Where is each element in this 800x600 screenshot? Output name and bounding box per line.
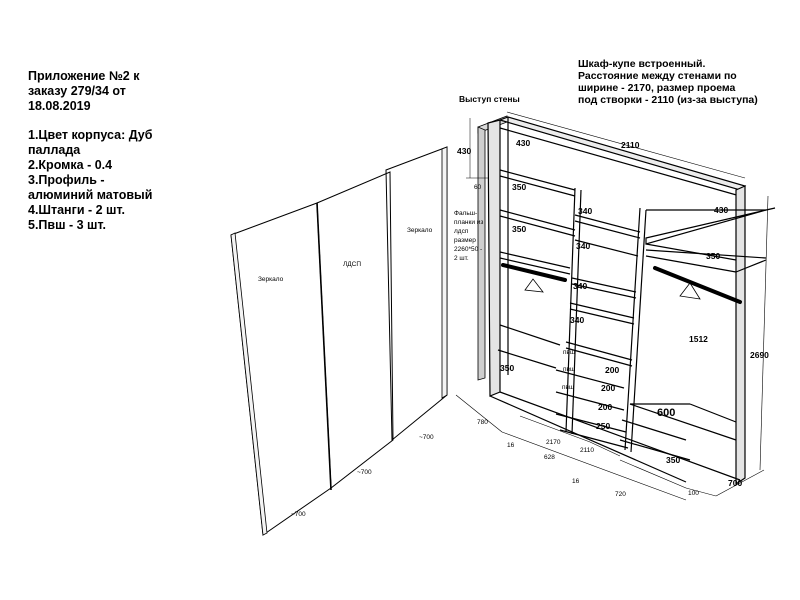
door-middle-seam — [317, 203, 331, 490]
note-title-line-1: Приложение №2 к — [28, 69, 140, 83]
dim-drawer-1: 200 — [605, 365, 620, 375]
dim-rod-drop: 1512 — [689, 334, 708, 344]
dim-depth-right: 700 — [728, 478, 743, 488]
dim-edge-left: 16 — [507, 442, 515, 449]
wall-label: Выступ стены — [459, 94, 520, 104]
dim-top-right: 430 — [714, 205, 729, 215]
dim-left-bottom: 350 — [500, 363, 515, 373]
door-middle-width: ~700 — [357, 469, 372, 476]
note-item-profile: 3.Профиль - — [28, 173, 105, 187]
false-panel-line-1: Фальш- — [454, 210, 478, 217]
door-right-label: Зеркало — [407, 227, 433, 234]
hanging-rods — [503, 265, 740, 302]
drawer-label-3: пвш — [562, 384, 575, 391]
sliding-doors — [231, 147, 447, 535]
note-item-edge: 2.Кромка - 0.4 — [28, 158, 113, 172]
dim-mid-bottom: 250 — [596, 421, 611, 431]
caption-line-1: Шкаф-купе встроенный. — [578, 58, 706, 70]
false-panel-line-3: лдсп — [454, 228, 469, 235]
dim-right-shelf: 350 — [706, 251, 721, 261]
dim-depth-left: 780 — [477, 419, 488, 426]
drawer-label-1: пвш — [563, 349, 576, 356]
false-panel-line-2: планки из — [454, 219, 484, 226]
dim-right-bottom-inner: 600 — [657, 407, 676, 419]
note-item-color: 1.Цвет корпуса: Дуб — [28, 128, 153, 142]
dim-right-bottom: 350 — [666, 455, 681, 465]
dim-right-edge: 100 — [688, 490, 699, 497]
dim-left-shelf-2: 350 — [512, 224, 527, 234]
dim-mid-1: 340 — [578, 206, 593, 216]
caption-line-3: ширине - 2170, размер проема — [578, 82, 736, 94]
false-panel-line-5: 2260*50 - — [454, 246, 483, 253]
note-item-pvsh: 5.Пвш - 3 шт. — [28, 218, 106, 232]
dim-mid-2: 340 — [576, 241, 591, 251]
false-panel-line-6: 2 шт. — [454, 255, 469, 262]
dim-opening: 2110 — [580, 447, 594, 454]
false-panel-line-4: размер — [454, 237, 476, 244]
dim-top-width: 2110 — [621, 140, 640, 150]
door-right — [386, 147, 447, 440]
door-right-edge — [442, 147, 447, 398]
dim-wall-depth: 60 — [474, 184, 482, 191]
drawer-label-2: пвш — [563, 366, 576, 373]
dim-mid-3: 340 — [573, 281, 588, 291]
hanger-left-icon — [525, 279, 543, 292]
dim-wall-height: 430 — [457, 146, 472, 156]
rod-right — [655, 268, 740, 302]
dim-top-left: 430 — [516, 138, 531, 148]
rod-left — [503, 265, 565, 280]
note-title-line-3: 18.08.2019 — [28, 99, 91, 113]
note-item-color-cont: паллада — [28, 143, 81, 157]
caption-line-2: Расстояние между стенами по — [578, 70, 737, 82]
note-item-rods: 4.Штанги - 2 шт. — [28, 203, 125, 217]
dim-drawer-2: 200 — [601, 383, 616, 393]
dim-edge-mid: 16 — [572, 478, 580, 485]
door-middle-label: ЛДСП — [343, 261, 362, 268]
note-item-profile-cont: алюминий матовый — [28, 188, 153, 202]
dim-drawer-3: 200 — [598, 402, 613, 412]
dim-width-total: 2170 — [546, 439, 561, 446]
caption-line-4: под створки - 2110 (из-за выступа) — [578, 94, 758, 106]
door-left-width: ~700 — [291, 511, 306, 518]
dim-height: 2690 — [750, 350, 769, 360]
dim-left-shelf-1: 350 — [512, 182, 527, 192]
door-right-width: ~700 — [419, 434, 434, 441]
note-title-line-2: заказу 279/34 от — [28, 84, 126, 98]
door-left-label: Зеркало — [258, 276, 284, 283]
dim-right-width: 720 — [615, 491, 626, 498]
dim-mid-width: 628 — [544, 454, 555, 461]
dim-mid-4: 340 — [570, 315, 585, 325]
